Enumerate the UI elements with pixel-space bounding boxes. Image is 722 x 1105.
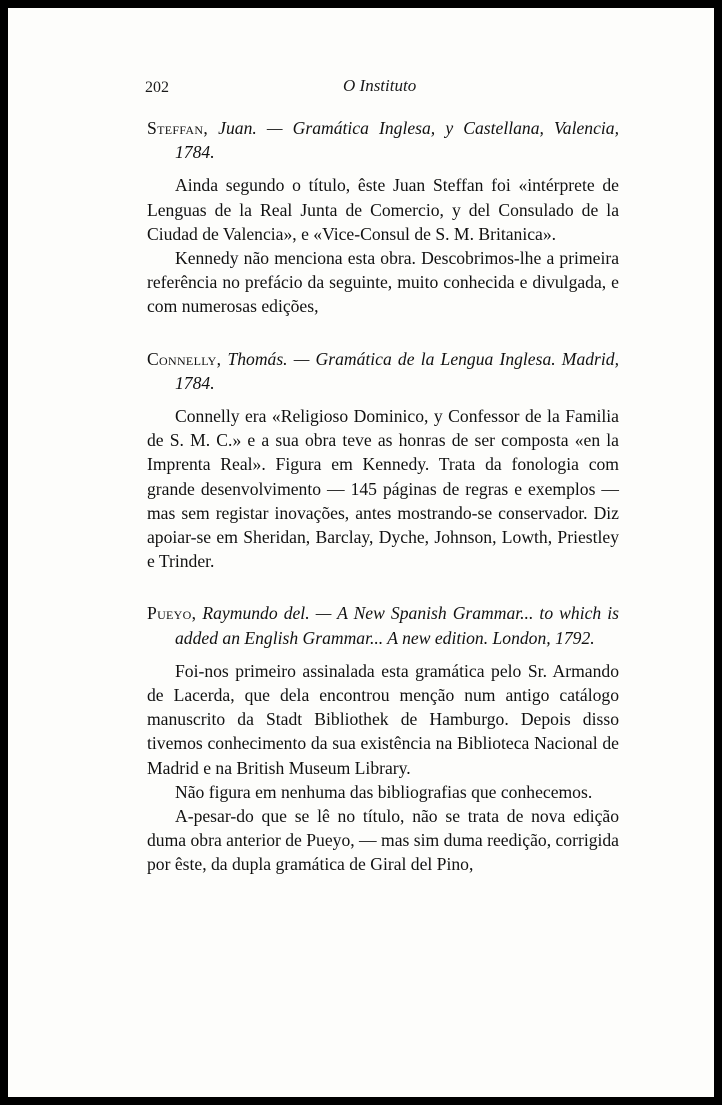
entry-author: Pueyo, <box>147 603 197 624</box>
paragraph: Não figura em nenhuma das bibliografias que conhecemos. <box>175 781 593 802</box>
running-head <box>8 74 714 104</box>
entry-given-name: Raymundo del. <box>202 603 310 624</box>
entry-heading-connelly <box>147 347 619 395</box>
entry-title: — A New Spanish Grammar... to which is added an English Grammar... A new edition. London, 1792. <box>175 603 620 648</box>
entry-title: — Gramática de la Lengua Inglesa. Madrid, 1784. <box>175 348 619 393</box>
paragraph: Ainda segundo o título, êste Juan Steffan foi «intérprete de Lenguas de la Real Junta de Comercio, y del Consulado de la Ciudad de Valencia», e «Vice-Consul de S. M. Britanica». <box>147 175 619 244</box>
entry-given-name: Juan. <box>218 118 257 138</box>
entry-author: Connelly, <box>147 348 222 369</box>
page-number: 202 <box>145 79 169 96</box>
entry-heading-steffan <box>147 116 619 164</box>
paragraph: Foi-nos primeiro assinalada esta gramática pelo Sr. Armando de Lacerda, que dela encontrou menção num antigo catálogo manuscrito da Stadt Bibliothek de Hamburgo. Depois disso tivemos conhecimento da sua existência na Biblioteca Nacional de Madrid e na British Museum Library. <box>147 660 619 778</box>
paragraph: A-pesar-do que se lê no título, não se trata de nova edição duma obra anterior de Pueyo, — mas sim duma reedição, corrigida por êste, da dupla gramática de Giral del Pino, <box>147 806 619 875</box>
paragraph: Connelly era «Religioso Dominico, y Confessor de la Familia de S. M. C.» e a sua obra teve as honras de ser composta «en la Imprenta Real». Figura em Kennedy. Trata da fonologia com grande desenvolvimento — 145 páginas de regras e exemplos — mas sem registar inovações, antes mostrando-se conservador. Diz apoiar-se em Sheridan, Barclay, Dyche, Johnson, Lowth, Priestley e Trinder. <box>147 406 619 572</box>
paragraph: Kennedy não menciona esta obra. Descobrimos-lhe a primeira referência no prefácio da seguinte, muito conhecida e divulgada, e com numerosas edições, <box>147 248 619 317</box>
entry-author: Steffan, <box>147 118 209 138</box>
journal-title: O Instituto <box>343 76 417 95</box>
body-text <box>147 116 619 877</box>
entry-heading-pueyo <box>147 601 619 649</box>
entry-given-name: Thomás. <box>227 348 288 369</box>
book-page <box>8 8 714 1097</box>
entry-title: — Gramática Inglesa, y Castellana, Valencia, 1784. <box>175 118 619 163</box>
